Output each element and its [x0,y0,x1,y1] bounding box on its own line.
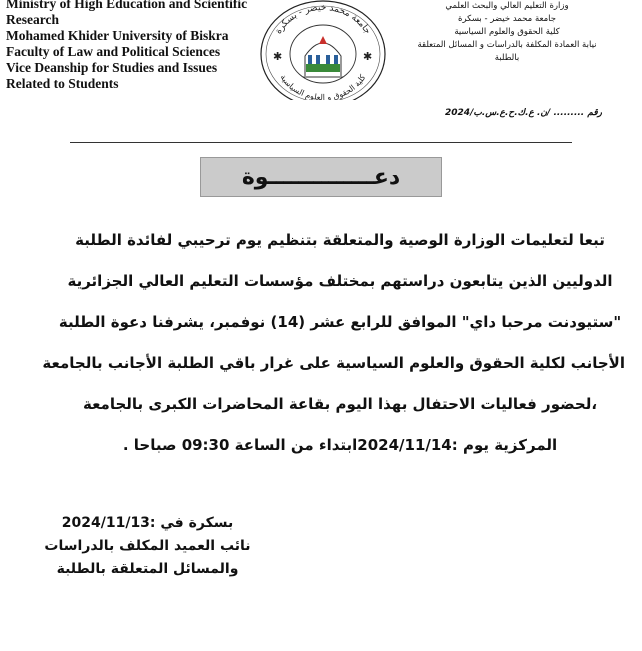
header-left-line: Faculty of Law and Political Sciences [6,44,221,59]
header-divider [70,142,572,143]
body-line: الأجانب لكلية الحقوق والعلوم السياسية على غرار باقي الطلبة الأجانب بالجامعة [42,354,625,372]
header-left-line: Research [6,12,59,27]
invitation-body [42,220,625,466]
header-left-line: Related to Students [6,76,119,91]
seal-star-right: ✱ [363,50,373,63]
header-right [392,0,622,65]
header-right-line: وزارة التعليم العالي والبحث العلمي [445,1,569,11]
seal-top-text: جامعة محمد خيضر - بسكرة [273,2,373,37]
seal-center-ring [290,25,356,83]
document-title: دعــــــــــــــوة [200,157,442,197]
seal-bottom-text: كلية الحقوق و العلوم السياسية [278,73,368,100]
seal-graphic [250,0,396,100]
seal-star-left: ✱ [273,50,283,63]
header-right-line: نيابة العمادة المكلفة بالدراسات و المسائل المتعلقة [417,40,597,50]
body-line: تبعا لتعليمات الوزارة الوصية والمتعلقة بتنظيم يوم ترحيبي لفائدة الطلبة [75,231,605,249]
signature-date: بسكرة في :2024/11/13 [61,515,234,531]
header-left-line: Vice Deanship for Studies and Issues [6,60,218,75]
reference-number: رقم ......... /ن. ع.ك.ح.ع.س.ب/2024 [445,108,602,118]
header-left-line: Ministry of High Education and Scientific [6,0,248,11]
signature-title: نائب العميد المكلف بالدراسات [44,538,251,554]
university-seal [250,0,396,100]
signature-title: والمسائل المتعلقة بالطلبة [56,561,239,577]
header-left [6,0,246,92]
header-left-line: Mohamed Khider University of Biskra [6,28,229,43]
body-line: المركزية يوم :2024/11/14ابتداء من الساعة 09:30 صباحا . [122,436,558,454]
body-line: الدوليين الذين يتابعون دراستهم بمختلف مؤسسات التعليم العالي الجزائرية [67,272,613,290]
body-line: ،لحضور فعاليات الاحتفال بهذا اليوم بقاعة المحاضرات الكبرى بالجامعة [82,395,598,413]
building-icon [303,36,343,77]
signature-block [40,512,255,581]
header-right-line: جامعة محمد خيضر - بسكرة [457,14,556,24]
header-right-line: بالطلبة [494,53,520,63]
header-right-line: كلية الحقوق والعلوم السياسية [454,27,560,37]
body-line: "ستيودنت مرحبا داي" الموافق للرابع عشر (14) نوفمبر، يشرفنا دعوة الطلبة [58,313,622,331]
